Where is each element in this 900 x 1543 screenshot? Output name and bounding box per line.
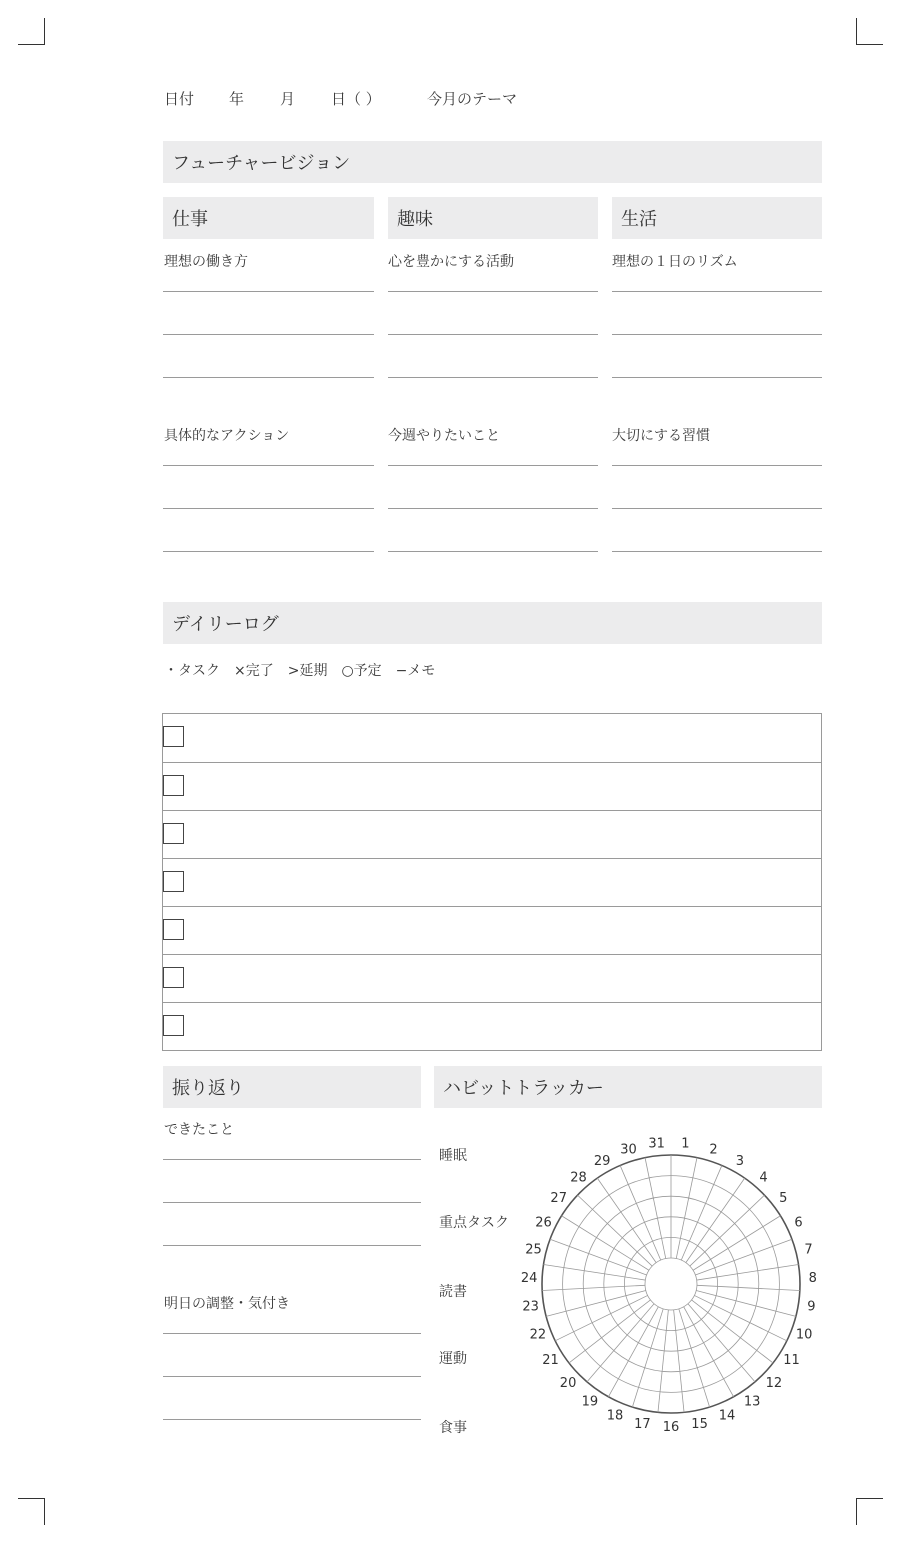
log-row[interactable]: [163, 1002, 821, 1050]
day-label: 9: [807, 1299, 816, 1315]
daily-log-title: デイリーログ: [172, 614, 279, 635]
day-label: 6: [794, 1215, 803, 1231]
day-label: 31: [648, 1136, 665, 1152]
write-line[interactable]: [388, 377, 598, 378]
wheel-spoke: [690, 1195, 765, 1266]
write-line[interactable]: [388, 291, 598, 292]
day-label: 16: [662, 1420, 680, 1435]
checkbox[interactable]: [163, 823, 184, 844]
day-label: 11: [783, 1353, 800, 1369]
day-label: 5: [779, 1191, 788, 1207]
wheel-spoke: [608, 1307, 658, 1397]
day-label: 23: [522, 1299, 539, 1315]
work-prompt-action: 具体的なアクション: [164, 428, 290, 444]
wheel-spoke: [597, 1178, 656, 1263]
write-line[interactable]: [163, 465, 374, 466]
day-label: 30: [620, 1142, 637, 1158]
checkbox[interactable]: [163, 775, 184, 796]
write-line[interactable]: [163, 334, 374, 335]
day-label: 15: [691, 1417, 708, 1433]
write-line[interactable]: [163, 551, 374, 552]
day-label: 21: [542, 1353, 559, 1369]
daily-log-header: [163, 602, 822, 644]
write-line[interactable]: [388, 334, 598, 335]
day-label: 18: [606, 1408, 624, 1424]
wheel-spoke: [693, 1216, 780, 1270]
log-row[interactable]: [163, 906, 821, 954]
future-vision-title: フューチャービジョン: [172, 153, 351, 174]
day-label: 27: [550, 1191, 567, 1207]
day-label: 8: [808, 1270, 817, 1286]
write-line[interactable]: [163, 1245, 421, 1246]
write-line[interactable]: [388, 465, 598, 466]
wheel-ring: [645, 1258, 697, 1310]
habit-tracker-wheel[interactable]: [515, 1130, 825, 1440]
habit-label-reading: 読書: [439, 1284, 467, 1300]
wheel-spoke: [686, 1178, 745, 1263]
crop-mark-top-left: [18, 18, 45, 45]
checkbox[interactable]: [163, 1015, 184, 1036]
crop-mark-bottom-right: [856, 1498, 883, 1525]
hobby-header: [388, 197, 598, 239]
write-line[interactable]: [163, 508, 374, 509]
write-line[interactable]: [163, 1333, 421, 1334]
day-label: 26: [535, 1215, 552, 1231]
habit-label-priority-task: 重点タスク: [439, 1215, 509, 1231]
crop-mark-bottom-left: [18, 1498, 45, 1525]
day-label: 10: [795, 1327, 813, 1343]
day-label: 17: [634, 1417, 651, 1433]
day-label: 22: [529, 1327, 547, 1343]
write-line[interactable]: [163, 1419, 421, 1420]
day-label: 2: [709, 1142, 718, 1158]
wheel-spoke: [697, 1285, 800, 1290]
checkbox[interactable]: [163, 967, 184, 988]
hobby-prompt-week: 今週やりたいこと: [388, 428, 500, 444]
reflection-header: [163, 1066, 421, 1108]
wheel-spoke: [550, 1239, 647, 1275]
day-label: 14: [718, 1408, 736, 1424]
crop-mark-top-right: [856, 18, 883, 45]
wheel-spoke: [578, 1195, 653, 1266]
write-line[interactable]: [163, 291, 374, 292]
day-label: 19: [581, 1394, 599, 1410]
wheel-spoke: [695, 1239, 792, 1275]
checkbox[interactable]: [163, 726, 184, 747]
write-line[interactable]: [612, 377, 822, 378]
wheel-spoke: [674, 1310, 684, 1412]
wheel-spoke: [542, 1285, 645, 1290]
hobby-title: 趣味: [397, 209, 433, 230]
wheel-spoke: [562, 1216, 649, 1270]
write-line[interactable]: [612, 508, 822, 509]
write-line[interactable]: [388, 551, 598, 552]
write-line[interactable]: [388, 508, 598, 509]
write-line[interactable]: [612, 551, 822, 552]
write-line[interactable]: [163, 377, 374, 378]
day-label: 28: [570, 1170, 587, 1186]
year-label: 年: [229, 90, 245, 108]
day-label: 7: [804, 1242, 813, 1258]
checkbox[interactable]: [163, 919, 184, 940]
habit-tracker-header: [434, 1066, 822, 1108]
reflection-prompt-adjust: 明日の調整・気付き: [164, 1296, 290, 1312]
life-title: 生活: [621, 209, 657, 230]
daily-log-legend: ・タスク ×完了 >延期 ○予定 −メモ: [164, 663, 436, 679]
log-row[interactable]: [163, 714, 821, 762]
habit-label-meal: 食事: [439, 1420, 467, 1436]
daily-log-table: [162, 713, 822, 1051]
day-label: 1: [681, 1136, 690, 1152]
wheel-spoke: [684, 1307, 734, 1397]
day-label: 3: [735, 1153, 745, 1169]
habit-label-sleep: 睡眠: [439, 1148, 467, 1164]
life-prompt-rhythm: 理想の１日のリズム: [612, 254, 738, 270]
wheel-spoke: [658, 1310, 668, 1412]
write-line[interactable]: [163, 1202, 421, 1203]
reflection-prompt-done: できたこと: [164, 1122, 234, 1138]
write-line[interactable]: [163, 1376, 421, 1377]
work-title: 仕事: [172, 209, 208, 230]
habit-tracker-title: ハビットトラッカー: [443, 1078, 604, 1099]
day-label: 29: [593, 1153, 611, 1169]
write-line[interactable]: [163, 1159, 421, 1160]
log-row[interactable]: [163, 762, 821, 810]
habit-label-exercise: 運動: [439, 1351, 467, 1367]
log-row[interactable]: [163, 954, 821, 1002]
wheel-spoke: [697, 1264, 799, 1280]
log-row[interactable]: [163, 858, 821, 906]
day-label: 4: [759, 1170, 768, 1186]
day-label: 12: [765, 1375, 783, 1391]
wheel-spoke: [569, 1300, 650, 1363]
write-line[interactable]: [612, 465, 822, 466]
day-label: 20: [559, 1375, 577, 1391]
wheel-spoke: [543, 1264, 645, 1280]
reflection-title: 振り返り: [172, 1078, 244, 1099]
day-label: 日（ ）: [331, 90, 381, 108]
future-vision-header: [163, 141, 822, 183]
wheel-spoke: [692, 1300, 773, 1363]
date-label: 日付: [164, 90, 195, 108]
day-label: 13: [743, 1394, 761, 1410]
log-row[interactable]: [163, 810, 821, 858]
day-label: 24: [520, 1270, 538, 1286]
monthly-theme-label: 今月のテーマ: [427, 90, 518, 108]
work-header: [163, 197, 374, 239]
work-prompt-ideal: 理想の働き方: [164, 254, 248, 270]
month-label: 月: [280, 90, 296, 108]
life-prompt-habit: 大切にする習慣: [612, 428, 710, 444]
day-label: 25: [525, 1242, 542, 1258]
write-line[interactable]: [612, 291, 822, 292]
write-line[interactable]: [612, 334, 822, 335]
life-header: [612, 197, 822, 239]
hobby-prompt-activity: 心を豊かにする活動: [388, 254, 514, 270]
checkbox[interactable]: [163, 871, 184, 892]
